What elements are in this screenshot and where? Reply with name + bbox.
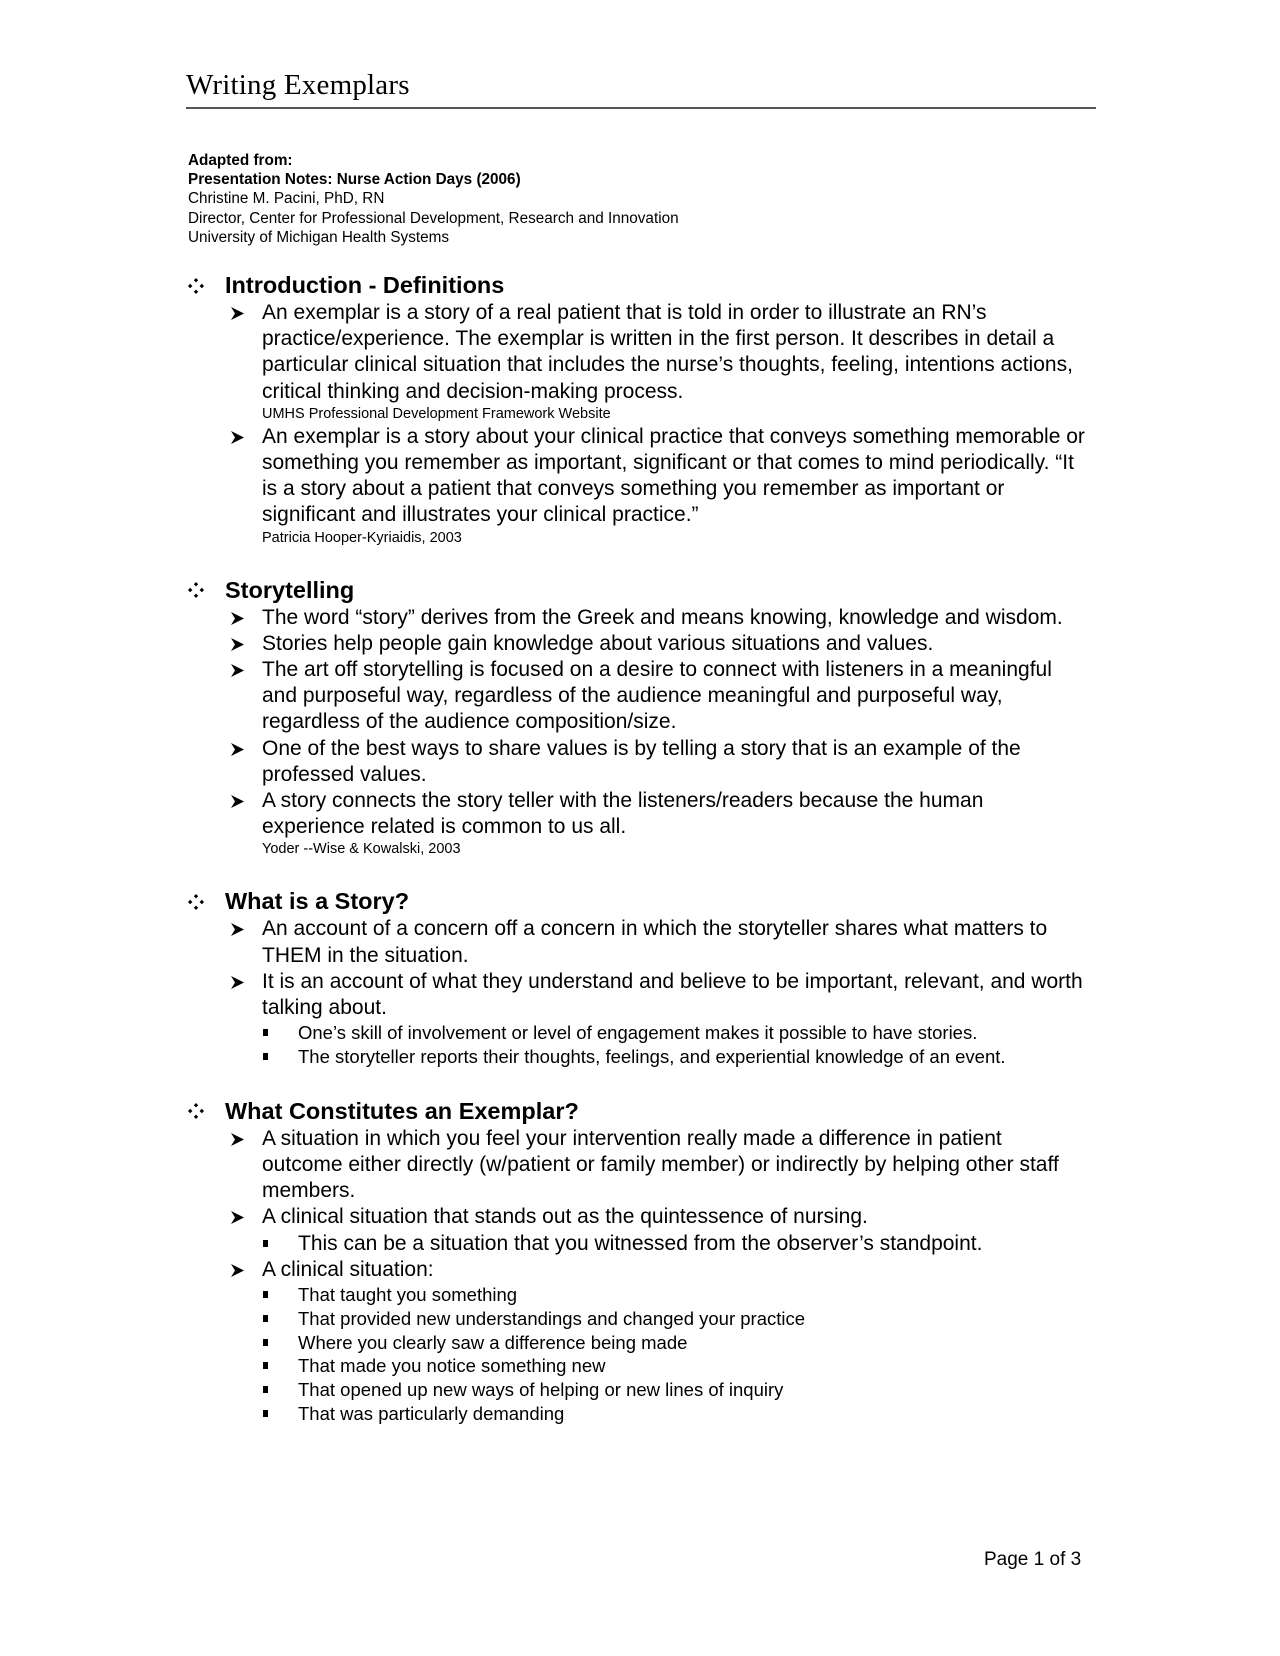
attribution-source: Presentation Notes: Nurse Action Days (2006) — [188, 171, 521, 189]
page-header — [186, 66, 1096, 109]
list-item — [188, 1126, 1088, 1205]
list-item — [188, 605, 1088, 631]
sub-list-item-text: This can be a situation that you witnessed from the observer’s standpoint. — [298, 1231, 983, 1255]
page-number: Page 1 of 3 — [984, 1549, 1082, 1570]
sub-list-item-text: That was particularly demanding — [298, 1403, 565, 1425]
arrowhead-icon — [188, 605, 262, 631]
sub-list-item-text: That taught you something — [298, 1284, 518, 1306]
section-heading — [188, 576, 1088, 605]
section-what-is-a-story — [188, 887, 1088, 1068]
attribution-block — [188, 151, 679, 247]
section-what-constitutes-an-exemplar — [188, 1097, 1088, 1426]
list-item — [188, 1257, 1088, 1283]
arrowhead-icon — [188, 1204, 262, 1230]
sub-list-item — [188, 1045, 1088, 1069]
sub-list-item-text: One’s skill of involvement or level of engagement makes it possible to have stories. — [298, 1022, 978, 1044]
arrowhead-icon — [188, 631, 262, 657]
list-item-text: It is an account of what they understand and believe to be important, relevant, and worth talking about. — [262, 969, 1083, 1020]
list-item — [188, 969, 1088, 1021]
list-item — [188, 631, 1088, 657]
sub-list-item-text: That opened up new ways of helping or new lines of inquiry — [298, 1379, 784, 1401]
section-heading-text: What Constitutes an Exemplar? — [225, 1097, 579, 1124]
section-storytelling — [188, 576, 1088, 860]
attribution-author: Christine M. Pacini, PhD, RN — [188, 190, 385, 208]
section-heading-text: Introduction - Definitions — [225, 272, 505, 298]
arrowhead-icon — [188, 969, 262, 1021]
square-icon — [188, 1354, 298, 1378]
attribution-label: Adapted from: — [188, 152, 293, 169]
four-diamond-icon — [188, 1103, 225, 1119]
title-divider — [186, 107, 1096, 109]
list-item-text: A clinical situation: — [262, 1257, 434, 1281]
page-title: Writing Exemplars — [186, 69, 410, 101]
section-heading-text: What is a Story? — [225, 888, 410, 915]
section-heading-text: Storytelling — [225, 576, 355, 603]
document-body — [188, 271, 1088, 1446]
square-icon — [188, 1402, 298, 1426]
list-item-text: A story connects the story teller with the listeners/readers because the human experience related is common to us all. — [262, 789, 984, 839]
sub-list-item — [188, 1402, 1088, 1426]
square-icon — [188, 1045, 298, 1069]
section-introduction — [188, 271, 1088, 548]
square-icon — [188, 1378, 298, 1402]
citation: Yoder --Wise & Kowalski, 2003 — [262, 841, 461, 858]
sub-list-item — [188, 1021, 1088, 1045]
list-item-text: An exemplar is a story of a real patient that is told in order to illustrate an RN’s practice/experience. The exemplar is written in the first person. It describes in detail a particular clinical situation that includes the nurse’s thoughts, feeling, intentions actions, critical thinking and decision-making process. — [262, 301, 1073, 403]
list-item-text: An exemplar is a story about your clinical practice that conveys something memorable or something you remember as important, significant or that comes to mind periodically. “It is a story about a patient that conveys something you remember as important or significant and illustrates your clinical practice.” — [262, 424, 1085, 527]
four-diamond-icon — [188, 582, 225, 598]
section-heading — [188, 1097, 1088, 1126]
arrowhead-icon — [188, 424, 262, 529]
list-item — [188, 300, 1088, 405]
square-icon — [188, 1231, 298, 1257]
sub-list-item — [188, 1231, 1088, 1257]
list-item-text: The art off storytelling is focused on a desire to connect with listeners in a meaningful and purposeful way, regardless of the audience meaningful and purposeful way, regardless of the audience composition/size. — [262, 658, 1052, 734]
attribution-role: Director, Center for Professional Development, Research and Innovation — [188, 209, 679, 227]
sub-list-item-text: Where you clearly saw a difference being made — [298, 1331, 688, 1353]
list-item-text: A situation in which you feel your intervention really made a difference in patient outcome either directly (w/patient or family member) or indirectly by helping other staff members. — [262, 1126, 1059, 1203]
list-item-text: The word “story” derives from the Greek and means knowing, knowledge and wisdom. — [262, 605, 1063, 629]
arrowhead-icon — [188, 788, 262, 840]
square-icon — [188, 1307, 298, 1331]
four-diamond-icon — [188, 894, 225, 910]
sub-list-item-text: That made you notice something new — [298, 1355, 606, 1377]
attribution-org: University of Michigan Health Systems — [188, 228, 449, 246]
sub-list-item — [188, 1378, 1088, 1402]
square-icon — [188, 1021, 298, 1045]
sub-list-item — [188, 1331, 1088, 1355]
list-item-text: One of the best ways to share values is by telling a story that is an example of the professed values. — [262, 736, 1021, 786]
arrowhead-icon — [188, 916, 262, 968]
list-item — [188, 788, 1088, 840]
list-item — [188, 424, 1088, 529]
sub-list-item-text: That provided new understandings and changed your practice — [298, 1307, 806, 1329]
list-item-text: A clinical situation that stands out as the quintessence of nursing. — [262, 1205, 868, 1229]
arrowhead-icon — [188, 736, 262, 788]
list-item-text: An account of a concern off a concern in which the storyteller shares what matters to THEM in the situation. — [262, 917, 1048, 967]
sub-list-item — [188, 1283, 1088, 1307]
list-item — [188, 916, 1088, 968]
section-heading — [188, 887, 1088, 916]
sub-list-item — [188, 1307, 1088, 1331]
sub-list-item — [188, 1354, 1088, 1378]
section-heading — [188, 271, 1088, 300]
arrowhead-icon — [188, 1126, 262, 1205]
arrowhead-icon — [188, 1257, 262, 1283]
four-diamond-icon — [188, 278, 225, 294]
list-item — [188, 657, 1088, 736]
square-icon — [188, 1283, 298, 1307]
arrowhead-icon — [188, 300, 262, 405]
citation: Patricia Hooper-Kyriaidis, 2003 — [262, 529, 462, 546]
list-item — [188, 1204, 1088, 1230]
sub-list-item-text: The storyteller reports their thoughts, feelings, and experiential knowledge of an event. — [298, 1046, 1006, 1068]
square-icon — [188, 1331, 298, 1355]
citation: UMHS Professional Development Framework Website — [262, 405, 611, 422]
arrowhead-icon — [188, 657, 262, 736]
list-item-text: Stories help people gain knowledge about various situations and values. — [262, 631, 934, 655]
list-item — [188, 736, 1088, 788]
